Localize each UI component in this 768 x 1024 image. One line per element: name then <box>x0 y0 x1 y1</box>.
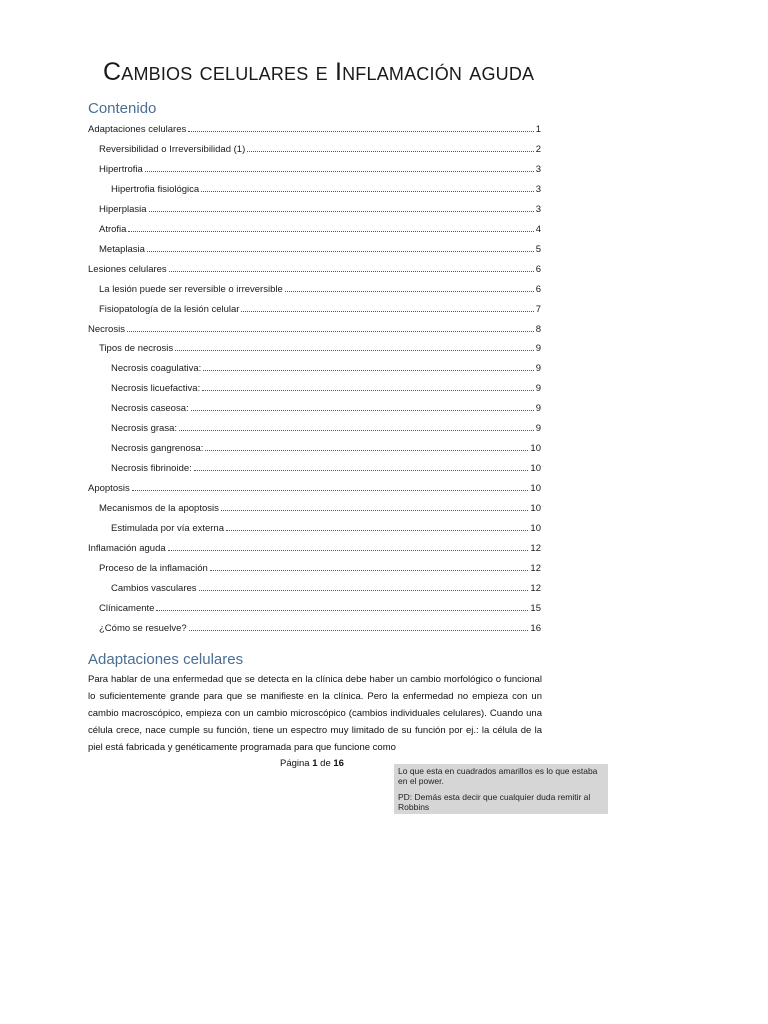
footer-total-pages: 16 <box>333 758 344 769</box>
section-heading: Adaptaciones celulares <box>88 651 244 668</box>
toc-leader-dots <box>205 442 528 451</box>
comment-box[interactable] <box>394 764 608 814</box>
toc-entry-title: Necrosis gangrenosa: <box>111 443 204 454</box>
toc-entry-page: 7 <box>535 304 541 315</box>
toc-entry-page: 9 <box>535 343 541 354</box>
toc-entry-title: Necrosis grasa: <box>111 423 177 434</box>
toc-leader-dots <box>168 542 529 551</box>
toc-leader-dots <box>191 402 534 411</box>
toc-entry-page: 5 <box>535 244 541 255</box>
toc-heading: Contenido <box>88 100 157 117</box>
footer-separator: de <box>320 758 331 769</box>
toc-entry-title: Hiperplasia <box>99 204 147 215</box>
comment-line-2: PD: Demás esta decir que cualquier duda remitir al Robbins <box>398 792 591 812</box>
toc-entry[interactable] <box>111 422 541 434</box>
toc-entry[interactable] <box>99 203 541 215</box>
comment-line-1: Lo que esta en cuadrados amarillos es lo que estaba en el power. <box>398 766 598 786</box>
toc-entry[interactable] <box>111 462 541 474</box>
toc-entry-title: Cambios vasculares <box>111 583 197 594</box>
toc-entry-page: 3 <box>535 204 541 215</box>
toc-leader-dots <box>202 382 533 391</box>
toc-leader-dots <box>156 602 528 611</box>
toc-entry[interactable] <box>111 442 541 454</box>
toc-entry-title: Proceso de la inflamación <box>99 563 208 574</box>
toc-entry-page: 10 <box>530 443 541 454</box>
toc-entry-title: Necrosis licuefactiva: <box>111 383 201 394</box>
toc-leader-dots <box>149 203 534 212</box>
toc-leader-dots <box>241 303 533 312</box>
toc-entry-page: 15 <box>530 603 541 614</box>
toc-entry[interactable] <box>99 303 541 315</box>
toc-leader-dots <box>189 622 529 631</box>
toc-entry[interactable] <box>111 582 541 594</box>
toc-entry-title: Atrofia <box>99 224 127 235</box>
footer-current-page: 1 <box>312 758 318 769</box>
toc-leader-dots <box>127 323 534 332</box>
toc-entry-page: 12 <box>530 563 541 574</box>
toc-leader-dots <box>188 123 533 132</box>
toc-entry-page: 12 <box>530 543 541 554</box>
toc-entry[interactable] <box>99 283 541 295</box>
toc-entry[interactable] <box>99 143 541 155</box>
toc-entry-title: Adaptaciones celulares <box>88 124 187 135</box>
toc-entry-page: 6 <box>535 284 541 295</box>
toc-entry-title: Apoptosis <box>88 483 130 494</box>
toc-entry-page: 9 <box>535 363 541 374</box>
toc-entry[interactable] <box>111 362 541 374</box>
toc-leader-dots <box>194 462 529 471</box>
toc-entry[interactable] <box>99 163 541 175</box>
footer-prefix: Página <box>280 758 310 769</box>
toc-entry-page: 9 <box>535 423 541 434</box>
toc-leader-dots <box>169 263 534 272</box>
toc-entry[interactable] <box>88 323 541 335</box>
body-paragraph: Para hablar de una enfermedad que se detecta en la clínica debe haber un cambio morfológico o funcional lo suficientemente grande para que se manifieste en la clínica. Pero la enfermedad no empieza con un cambio macroscópico, empieza con un cambio microscópico (cambios individuales celulares). Cuando una célula crece, nace cumple su función, tiene un espectro muy limitado de su función por ej.: la célula de la piel está fabricada y genéticamente programada para que funcione como <box>88 674 542 753</box>
toc-entry[interactable] <box>99 562 541 574</box>
toc-entry[interactable] <box>111 402 541 414</box>
toc-entry-page: 1 <box>535 124 541 135</box>
toc-entry[interactable] <box>99 243 541 255</box>
toc-entry-title: Fisiopatología de la lesión celular <box>99 304 240 315</box>
toc-leader-dots <box>226 522 528 531</box>
toc-entry[interactable] <box>111 382 541 394</box>
document-title: Cambios celulares e Inflamación aguda <box>103 58 535 86</box>
toc-entry-page: 9 <box>535 403 541 414</box>
toc-entry-page: 10 <box>530 463 541 474</box>
toc-entry[interactable] <box>111 183 541 195</box>
toc-entry-title: Lesiones celulares <box>88 264 167 275</box>
toc-entry-title: Hipertrofia fisiológica <box>111 184 200 195</box>
toc-entry-title: Estimulada por vía externa <box>111 523 225 534</box>
toc-entry[interactable] <box>88 123 541 135</box>
toc-entry-page: 9 <box>535 383 541 394</box>
toc-entry-page: 4 <box>535 224 541 235</box>
toc-entry[interactable] <box>99 502 541 514</box>
toc-entry[interactable] <box>88 482 541 494</box>
toc-entry[interactable] <box>99 223 541 235</box>
toc-entry-title: ¿Cómo se resuelve? <box>99 623 187 634</box>
toc-entry-page: 10 <box>530 503 541 514</box>
toc-entry-page: 3 <box>535 184 541 195</box>
toc-entry-title: La lesión puede ser reversible o irreversible <box>99 284 283 295</box>
toc-leader-dots <box>210 562 529 571</box>
toc-leader-dots <box>201 183 534 192</box>
toc-entry-page: 10 <box>530 523 541 534</box>
toc-entry-title: Necrosis <box>88 324 125 335</box>
page-footer <box>280 758 344 769</box>
toc-entry[interactable] <box>88 263 541 275</box>
toc-entry-title: Hipertrofia <box>99 164 143 175</box>
toc-leader-dots <box>199 582 529 591</box>
toc-entry-title: Necrosis coagulativa: <box>111 363 202 374</box>
toc-entry-page: 16 <box>530 623 541 634</box>
toc-leader-dots <box>247 143 533 152</box>
toc-entry-title: Necrosis caseosa: <box>111 403 189 414</box>
toc-leader-dots <box>132 482 529 491</box>
toc-leader-dots <box>145 163 534 172</box>
toc-leader-dots <box>285 283 534 292</box>
toc-entry-title: Inflamación aguda <box>88 543 166 554</box>
toc-entry-title: Reversibilidad o Irreversibilidad (1) <box>99 144 246 155</box>
toc-leader-dots <box>175 342 534 351</box>
toc-entry-page: 2 <box>535 144 541 155</box>
toc-entry[interactable] <box>99 342 541 354</box>
toc-leader-dots <box>128 223 533 232</box>
toc-entry-title: Mecanismos de la apoptosis <box>99 503 219 514</box>
toc-entry[interactable] <box>99 622 541 634</box>
toc-entry-page: 8 <box>535 324 541 335</box>
toc-leader-dots <box>203 362 533 371</box>
toc-entry-page: 10 <box>530 483 541 494</box>
toc-leader-dots <box>147 243 534 252</box>
toc-entry-title: Tipos de necrosis <box>99 343 174 354</box>
toc-entry-page: 12 <box>530 583 541 594</box>
toc-entry[interactable] <box>88 542 541 554</box>
toc-entry-title: Clínicamente <box>99 603 155 614</box>
toc-entry[interactable] <box>111 522 541 534</box>
toc-leader-dots <box>179 422 534 431</box>
toc-entry[interactable] <box>99 602 541 614</box>
toc-entry-page: 6 <box>535 264 541 275</box>
toc-leader-dots <box>221 502 529 511</box>
toc-entry-title: Necrosis fibrinoide: <box>111 463 192 474</box>
toc-entry-title: Metaplasia <box>99 244 145 255</box>
toc-entry-page: 3 <box>535 164 541 175</box>
